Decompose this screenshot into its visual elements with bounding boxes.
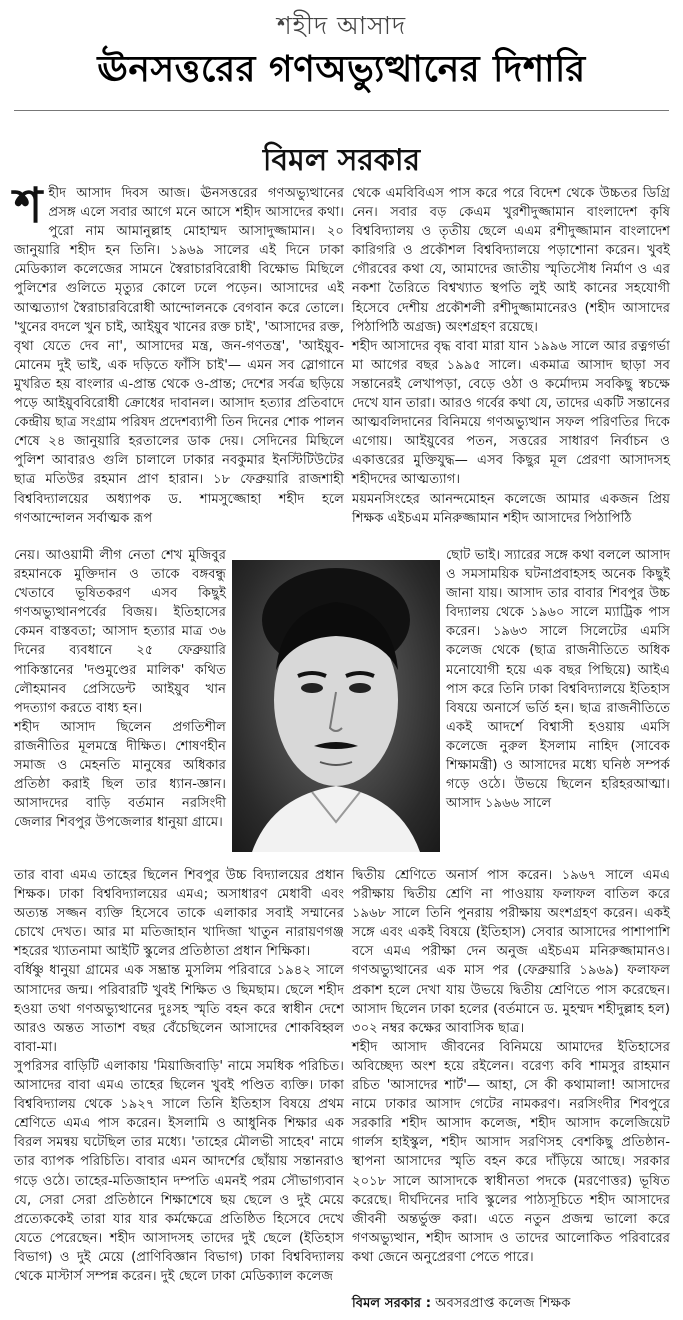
author-name: বিমল সরকার : — [352, 1296, 431, 1311]
column-1-narrow — [14, 546, 226, 832]
column-1-top — [14, 178, 344, 528]
paragraph: দ্বিতীয় শ্রেণিতে অনার্স পাস করেন। ১৯৬৭ সালে এমএ পরীক্ষায় দ্বিতীয় শ্রেণি না পাওয়ায় ফলাফল বাতিল করে ১৯৬৮ সালে তিনি পুনরায় পরীক্ষায় অংশগ্রহণ করেন। একই সঙ্গে এবং একই বিষয়ে (ইতিহাস) সেবার আসাদের পাশাপাশি বসে এমএ পরীক্ষা দেন অনুজ এইচএম মনিরুজ্জামানও। গণঅভ্যুত্থানের এক মাস পর (ফেব্রুয়ারি ১৯৬৯) ফলাফল প্রকাশ হলে দেখা যায় উভয়ে দ্বিতীয় শ্রেণিতে পাস করেছেন। আসাদ ছিলেন ঢাকা হলের (বর্তমানে ড. মুহম্মদ শহীদুল্লাহ হল) ৩০২ নম্বর কক্ষের আবাসিক ছাত্র। — [352, 868, 670, 1036]
author-note — [352, 1293, 670, 1315]
paragraph: শহীদ আসাদের বৃদ্ধ বাবা মারা যান ১৯৯৬ সালে আর রত্নগর্ভা মা আগের বছর ১৯৯৫ সালে। একমাত্র আসাদ ছাড়া সব সন্তানেরই লেখাপড়া, বেড়ে ওঠা ও কর্মোদ্যম সবকিছু স্বচক্ষে দেখে যান তারা। আরও গর্বের কথা যে, তাদের একটি সন্তানের আত্মবলিদানের বিনিময়ে গণঅভ্যুত্থান সফল পরিণতির দিকে এগোয়। আইয়ুবের পতন, সত্তরের সাধারণ নির্বাচন ও একাত্তরের মুক্তিযুদ্ধ— এসব কিছুর মূল প্রেরণা আসাদসহ শহীদদের আত্মত্যাগ। — [352, 338, 670, 488]
paragraph: শহীদ আসাদ ছিলেন প্রগতিশীল রাজনীতির মূলমন্ত্রে দীক্ষিত। শোষণহীন সমাজ ও মেহনতি মানুষের অধিকার প্রতিষ্ঠা করাই ছিল তার ধ্যান-জ্ঞান। আসাদদের বাড়ি বর্তমান নরসিংদী জেলার শিবপুর উপজেলার ধানুয়া গ্রামে। — [14, 719, 226, 831]
column-2-bottom — [352, 866, 670, 1267]
paragraph: হীদ আসাদ দিবস আজ। ঊনসত্তরের গণঅভ্যুত্থানের প্রসঙ্গ এলে সবার আগে মনে আসে শহীদ আসাদের কথা। পুরো নাম আমানুল্লাহ মোহাম্মদ আসাদুজ্জামান। ২০ জানুয়ারি শহীদ হন তিনি। ১৯৬৯ সালের এই দিনে ঢাকা মেডিক্যাল কলেজের সামনে স্বৈরাচারবিরোধী বিক্ষোভ মিছিলে পুলিশের গুলিতে মৃত্যুর কোলে ঢলে পড়েন। আসাদের এই আত্মত্যাগ স্বৈরাচারবিরোধী আন্দোলনকে বেগবান করে তোলে। 'খুনের বদলে খুন চাই, আইয়ুব খানের রক্ত চাই', 'আসাদের রক্ত, বৃথা যেতে দেব না', আসাদের মন্ত্র, জন-গণতন্ত্র', 'আইয়ুব-মোনেম দুই ভাই, এক দড়িতে ফাঁসি চাই'— এমন সব স্লোগানে মুখরিত হয় বাংলার এ-প্রান্ত থেকে ও-প্রান্ত; দেশের সর্বত্র ছড়িয়ে পড়ে আইয়ুববিরোধী ক্রোধের দাবানল। আসাদ হত্যার প্রতিবাদে কেন্দ্রীয় ছাত্র সংগ্রাম পরিষদ প্রদেশব্যাপী তিন দিনের শোক পালন শেষে ২৪ জানুয়ারি হরতালের ডাক দেয়। সেদিনের মিছিলে পুলিশ আবারও গুলি চালালে ঢাকার নবকুমার ইনস্টিটিউটের ছাত্র মতিউর রহমান প্রাণ হারান। ১৮ ফেব্রুয়ারি রাজশাহী বিশ্ববিদ্যালয়ের অধ্যাপক ড. শামসুজ্জোহা শহীদ হলে গণআন্দোলন সর্বাত্মক রূপ — [14, 186, 344, 526]
column-2-narrow — [446, 546, 670, 813]
paragraph: নেয়। আওয়ামী লীগ নেতা শেখ মুজিবুর রহমানকে মুক্তিদান ও তাকে বঙ্গবন্ধু খেতাবে ভূষিতকরণ এসব কিছুই গণঅভ্যুত্থানপর্বের বিজয়। ইতিহাসের কেমন বাস্তবতা; আসাদ হত্যার মাত্র ৩৬ দিনের ব্যবধানে ২৫ ফেব্রুয়ারি পাকিস্তানের 'দণ্ডমুণ্ডের মালিক' কথিত লৌহমানব প্রেসিডেন্ট আইয়ুব খান পদত্যাগ করতে বাধ্য হন। — [14, 548, 226, 716]
headline: ঊনসত্তরের গণঅভ্যুত্থানের দিশারি — [97, 49, 586, 90]
portrait-photo — [232, 560, 440, 852]
paragraph: থেকে এমবিবিএস পাস করে পরে বিদেশ থেকে উচ্চতর ডিগ্রি নেন। সবার বড় কেএম খুরশীদুজ্জামান বাংলাদেশ কৃষি বিশ্ববিদ্যালয় ও তৃতীয় ছেলে এএম রশীদুজ্জামান বাংলাদেশ কারিগরি ও প্রকৌশল বিশ্ববিদ্যালয়ে পড়াশোনা করেন। খুবই গৌরবের কথা যে, আমাদের জাতীয় স্মৃতিসৌধ নির্মাণ ও এর নকশা তৈরিতে বিশ্বখ্যাত স্থপতি লুই আই কানের সহযোগী হিসেবে দেশীয় প্রকৌশলী রশীদুজ্জামানেরও (শহীদ আসাদের পিঠাপিঠি অগ্রজ) অংশগ্রহণ রয়েছে। — [352, 186, 670, 335]
paragraph: ময়মনসিংহের আনন্দমোহন কলেজে আমার একজন প্রিয় শিক্ষক এইচএম মনিরুজ্জামান শহীদ আসাদের পিঠাপিঠি — [352, 491, 670, 526]
column-1-bottom — [14, 866, 344, 1286]
paragraph: শহীদ আসাদ জীবনের বিনিময়ে আমাদের ইতিহাসের অবিচ্ছেদ্য অংশ হয়ে রইলেন। বরেণ্য কবি শামসুর রাহমান রচিত 'আসাদের শার্ট'— আহা, সে কী কথামালা! আসাদের নামে ঢাকার আসাদ গেটের নামকরণ। নরসিংদীর শিবপুরে সরকারি শহীদ আসাদ কলেজ, শহীদ আসাদ কলেজিয়েট গার্লস হাইস্কুল, শহীদ আসাদ সরণিসহ বেশকিছু প্রতিষ্ঠান-স্থাপনা আসাদের স্মৃতি বহন করে দাঁড়িয়ে আছে। সরকার ২০১৮ সালে আসাদকে স্বাধীনতা পদকে (মরণোত্তর) ভূষিত করেছে। দীর্ঘদিনের দাবি স্কুলের পাঠ্যসূচিতে শহীদ আসাদের জীবনী অন্তর্ভুক্ত করা। এতে নতুন প্রজন্ম ভালো করে গণঅভ্যুত্থান, শহীদ আসাদ ও তাদের আলোকিত পরিবারের কথা জেনে অনুপ্রেরণা পেতে পারে। — [352, 1039, 670, 1265]
divider — [14, 110, 669, 111]
column-2-top — [352, 184, 670, 528]
kicker: শহীদ আসাদ — [276, 11, 407, 40]
paragraph: ছোট ভাই। স্যারের সঙ্গে কথা বললে আসাদ ও সমসাময়িক ঘটনাপ্রবাহসহ অনেক কিছুই জানা যায়। আসাদ তার বাবার শিবপুর উচ্চ বিদ্যালয় থেকে ১৯৬০ সালে ম্যাট্রিক পাস করেন। ১৯৬৩ সালে সিলেটের এমসি কলেজ থেকে (ছাত্র রাজনীতিতে অধিক মনোযোগী হয়ে এক বছর পিছিয়ে) আইএ পাস করে তিনি ঢাকা বিশ্ববিদ্যালয়ে ইতিহাস বিষয়ে অনার্সে ভর্তি হন। ছাত্র রাজনীতিতে একই আদর্শে বিশ্বাসী হওয়ায় এমসি কলেজে নুরুল ইসলাম নাহিদ (সাবেক শিক্ষামন্ত্রী) ও আসাদের মধ্যে ঘনিষ্ঠ সম্পর্ক গড়ে ওঠে। উভয়ে ছিলেন হরিহরআত্মা। আসাদ ১৯৬৬ সালে — [446, 548, 670, 812]
paragraph: তার বাবা এমএ তাহের ছিলেন শিবপুর উচ্চ বিদ্যালয়ের প্রধান শিক্ষক। ঢাকা বিশ্ববিদ্যালয়ের এমএ; অসাধারণ মেধাবী এবং অত্যন্ত সজ্জন ব্যক্তি হিসেবে তাকে এলাকার সবাই সম্মানের চোখে দেখত। আর মা মতিজাহান খাদিজা খাতুন নারায়ণগঞ্জ শহরের খ্যাতনামা আইটি স্কুলের প্রতিষ্ঠাতা প্রধান শিক্ষিকা। — [14, 868, 344, 960]
drop-cap: শ — [14, 178, 43, 234]
byline: বিমল সরকার — [262, 143, 421, 178]
author-role: অবসরপ্রাপ্ত কলেজ শিক্ষক — [435, 1296, 571, 1311]
portrait-icon — [232, 560, 440, 852]
paragraph: বর্ধিষ্ণু ধানুয়া গ্রামের এক সম্ভ্রান্ত মুসলিম পরিবারে ১৯৪২ সালে আসাদের জন্ম। পরিবারটি খুবই শিক্ষিত ও ছিমছাম। ছেলে শহীদ হওয়া তথা গণঅভ্যুত্থানের দুঃসহ স্মৃতি বহন করে স্বাধীন দেশে আরও অন্তত সাতাশ বছর বেঁচেছিলেন আসাদের শোকবিহ্বল বাবা-মা। — [14, 963, 344, 1055]
paragraph: সুপরিসর বাড়িটি এলাকায় 'মিয়াজিবাড়ি' নামে সমধিক পরিচিত। আসাদের বাবা এমএ তাহের ছিলেন খুবই পণ্ডিত ব্যক্তি। ঢাকা বিশ্ববিদ্যালয় থেকে ১৯২৭ সালে তিনি ইতিহাস বিষয়ে প্রথম শ্রেণিতে এমএ পাস করেন। ইসলামি ও আধুনিক শিক্ষার এক বিরল সমন্বয় ঘটেছিল তার মধ্যে। 'তাহের মৌলভী সাহেব' নামে তার ব্যাপক পরিচিতি। বাবার এমন আদর্শের ছোঁয়ায় সন্তানরাও গড়ে ওঠে। তাহের-মতিজাহান দম্পতি এমনই পরম সৌভাগ্যবান যে, সেরা সেরা প্রতিষ্ঠানে শিক্ষাশেষে ছয় ছেলে ও দুই মেয়ে প্রত্যেককেই তারা যার যার কর্মক্ষেত্রে প্রতিষ্ঠিত হিসেবে দেখে যেতে পেরেছেন। শহীদ আসাদসহ তাদের দুই ছেলে (ইতিহাস বিভাগ) ও দুই মেয়ে (প্রাণিবিজ্ঞান বিভাগ) ঢাকা বিশ্ববিদ্যালয় থেকে মাস্টার্স সম্পন্ন করেন। দুই ছেলে ঢাকা মেডিক্যাল কলেজ — [14, 1058, 344, 1284]
